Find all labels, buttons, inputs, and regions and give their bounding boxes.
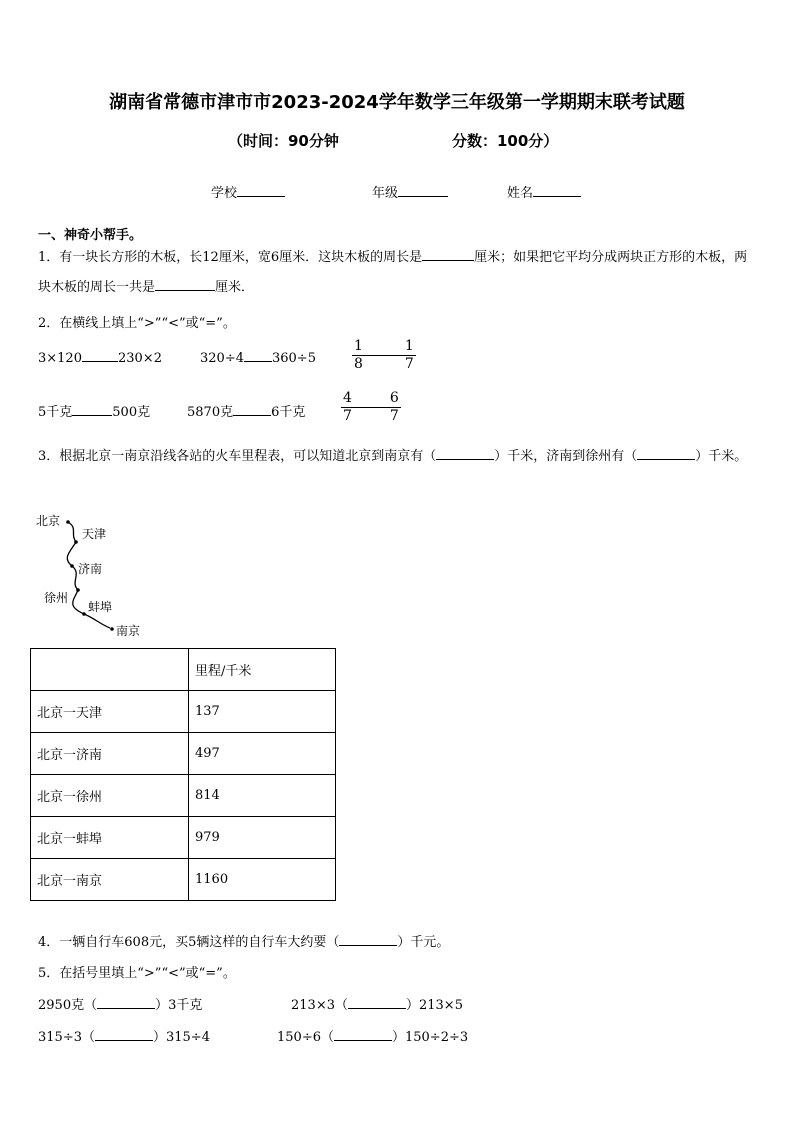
q5-item-4 — [277, 1026, 468, 1045]
station-dot-beijing — [66, 520, 70, 524]
q2-item-4 — [38, 401, 150, 420]
table-cell-route: 北京一天津 — [31, 691, 189, 733]
table-row — [31, 733, 336, 775]
fraction — [352, 338, 365, 373]
question-4 — [38, 931, 449, 950]
table-row — [31, 859, 336, 901]
q5-item-1 — [38, 994, 202, 1013]
q2-item-1-left: 3×120 — [38, 351, 82, 366]
grade-blank[interactable] — [398, 184, 448, 197]
station-dot-bengbu — [82, 612, 86, 616]
table-cell-distance: 137 — [189, 691, 336, 733]
q5-item-4-left: 150÷6（ — [277, 1030, 334, 1045]
station-dot-xuzhou — [76, 588, 80, 592]
q5-blank-1[interactable] — [97, 996, 155, 1009]
q4-text-b: ）千元。 — [397, 935, 450, 950]
numerator: 1 — [404, 338, 414, 354]
q2-blank-2[interactable] — [244, 349, 272, 362]
name-blank[interactable] — [533, 184, 581, 197]
exam-time: （时间：90分钟 — [228, 132, 339, 150]
q2-blank-3[interactable] — [365, 355, 403, 356]
q2-blank-5[interactable] — [233, 403, 271, 416]
denominator: 7 — [389, 408, 399, 424]
railway-map — [34, 508, 164, 644]
grade-label: 年级 — [372, 186, 399, 201]
q2-item-5-left: 5870克 — [187, 405, 234, 420]
q2-fraction-compare-1 — [352, 338, 416, 373]
question-1 — [38, 243, 760, 303]
station-label-nanjing: 南京 — [116, 624, 141, 638]
question-3 — [38, 442, 760, 472]
section-title: 一、神奇小帮手。 — [38, 228, 143, 243]
name-field — [507, 182, 581, 201]
fraction — [403, 338, 416, 373]
q2-item-2 — [200, 349, 316, 366]
q5-item-2 — [291, 994, 463, 1013]
denominator: 7 — [404, 356, 414, 372]
table-cell-distance: 1160 — [189, 859, 336, 901]
q2-item-5 — [187, 401, 305, 420]
table-cell-route: 北京一蚌埠 — [31, 817, 189, 859]
q5-item-4-right: ）150÷2÷3 — [391, 1030, 469, 1045]
station-label-beijing: 北京 — [36, 514, 61, 528]
station-label-tianjin: 天津 — [82, 527, 107, 541]
denominator: 8 — [354, 356, 363, 372]
table-row — [31, 691, 336, 733]
table-header-cell: 里程/千米 — [189, 649, 336, 691]
q2-prompt: 2．在横线上填上“>”“<”或“=”。 — [38, 316, 236, 331]
table-cell-route: 北京一南京 — [31, 859, 189, 901]
q2-item-2-left: 320÷4 — [200, 351, 244, 366]
q2-blank-6[interactable] — [354, 407, 388, 408]
station-label-jinan: 济南 — [78, 562, 103, 576]
q5-item-1-right: ）3千克 — [155, 998, 203, 1013]
distance-table — [30, 648, 336, 901]
fraction — [341, 390, 354, 425]
table-cell-distance: 979 — [189, 817, 336, 859]
station-dot-nanjing — [110, 627, 114, 631]
q5-item-3-right: ）315÷4 — [152, 1030, 210, 1045]
table-header-cell — [31, 649, 189, 691]
q4-text-a: 4．一辆自行车608元，买5辆这样的自行车大约要（ — [38, 935, 340, 950]
q1-text-b: 厘米；如果把它平均分成两块正方形的木板，两块木板的周长一共是 — [38, 250, 748, 295]
table-row — [31, 775, 336, 817]
q5-item-3 — [38, 1026, 210, 1045]
station-dot-jinan — [70, 564, 74, 568]
q3-text-a: 3．根据北京一南京沿线各站的火车里程表，可以知道北京到南京有（ — [38, 449, 437, 464]
table-cell-route: 北京一徐州 — [31, 775, 189, 817]
q2-item-1 — [38, 349, 162, 366]
school-label: 学校 — [211, 186, 238, 201]
table-cell-distance: 497 — [189, 733, 336, 775]
station-label-xuzhou: 徐州 — [44, 591, 69, 605]
q3-blank-1[interactable] — [436, 447, 494, 460]
school-blank[interactable] — [237, 184, 285, 197]
q5-blank-4[interactable] — [334, 1028, 392, 1041]
q4-blank[interactable] — [339, 933, 397, 946]
q3-blank-2[interactable] — [637, 447, 695, 460]
station-dot-tianjin — [74, 540, 78, 544]
q2-item-4-left: 5千克 — [38, 405, 73, 420]
q2-fraction-compare-2 — [341, 390, 401, 425]
q1-text-a: 1．有一块长方形的木板，长12厘米，宽6厘米．这块木板的周长是 — [38, 250, 423, 265]
grade-field — [372, 182, 448, 201]
q5-blank-3[interactable] — [95, 1028, 153, 1041]
denominator: 7 — [343, 408, 352, 424]
q2-blank-1[interactable] — [82, 349, 118, 362]
q2-blank-4[interactable] — [72, 403, 112, 416]
q5-prompt: 5．在括号里填上“>”“<”或“=”。 — [38, 966, 236, 981]
name-label: 姓名 — [507, 186, 534, 201]
q2-item-1-right: 230×2 — [117, 351, 162, 366]
q5-blank-2[interactable] — [348, 996, 406, 1009]
numerator: 1 — [354, 338, 363, 354]
q5-item-1-left: 2950克（ — [38, 998, 98, 1013]
table-cell-distance: 814 — [189, 775, 336, 817]
table-cell-route: 北京一济南 — [31, 733, 189, 775]
q1-text-c: 厘米． — [215, 280, 255, 295]
numerator: 4 — [343, 390, 352, 406]
q1-blank-1[interactable] — [422, 248, 474, 261]
exam-score: 分数：100分） — [452, 132, 559, 150]
school-field — [211, 182, 285, 201]
table-row — [31, 817, 336, 859]
table-header-row — [31, 649, 336, 691]
q2-item-4-right: 500克 — [112, 405, 151, 420]
fraction — [388, 390, 401, 425]
q5-item-2-right: ）213×5 — [405, 998, 463, 1013]
q2-item-5-right: 6千克 — [271, 405, 306, 420]
q1-blank-2[interactable] — [155, 278, 215, 291]
q5-item-2-left: 213×3（ — [291, 998, 348, 1013]
q3-text-c: ）千米。 — [695, 449, 748, 464]
page-title: 湖南省常德市津市市2023-2024学年数学三年级第一学期期末联考试题 — [109, 92, 685, 113]
station-label-bengbu: 蚌埠 — [88, 600, 113, 614]
numerator: 6 — [389, 390, 399, 406]
q5-item-3-left: 315÷3（ — [38, 1030, 95, 1045]
q2-item-2-right: 360÷5 — [271, 351, 316, 366]
q3-text-b: ）千米，济南到徐州有（ — [494, 449, 638, 464]
